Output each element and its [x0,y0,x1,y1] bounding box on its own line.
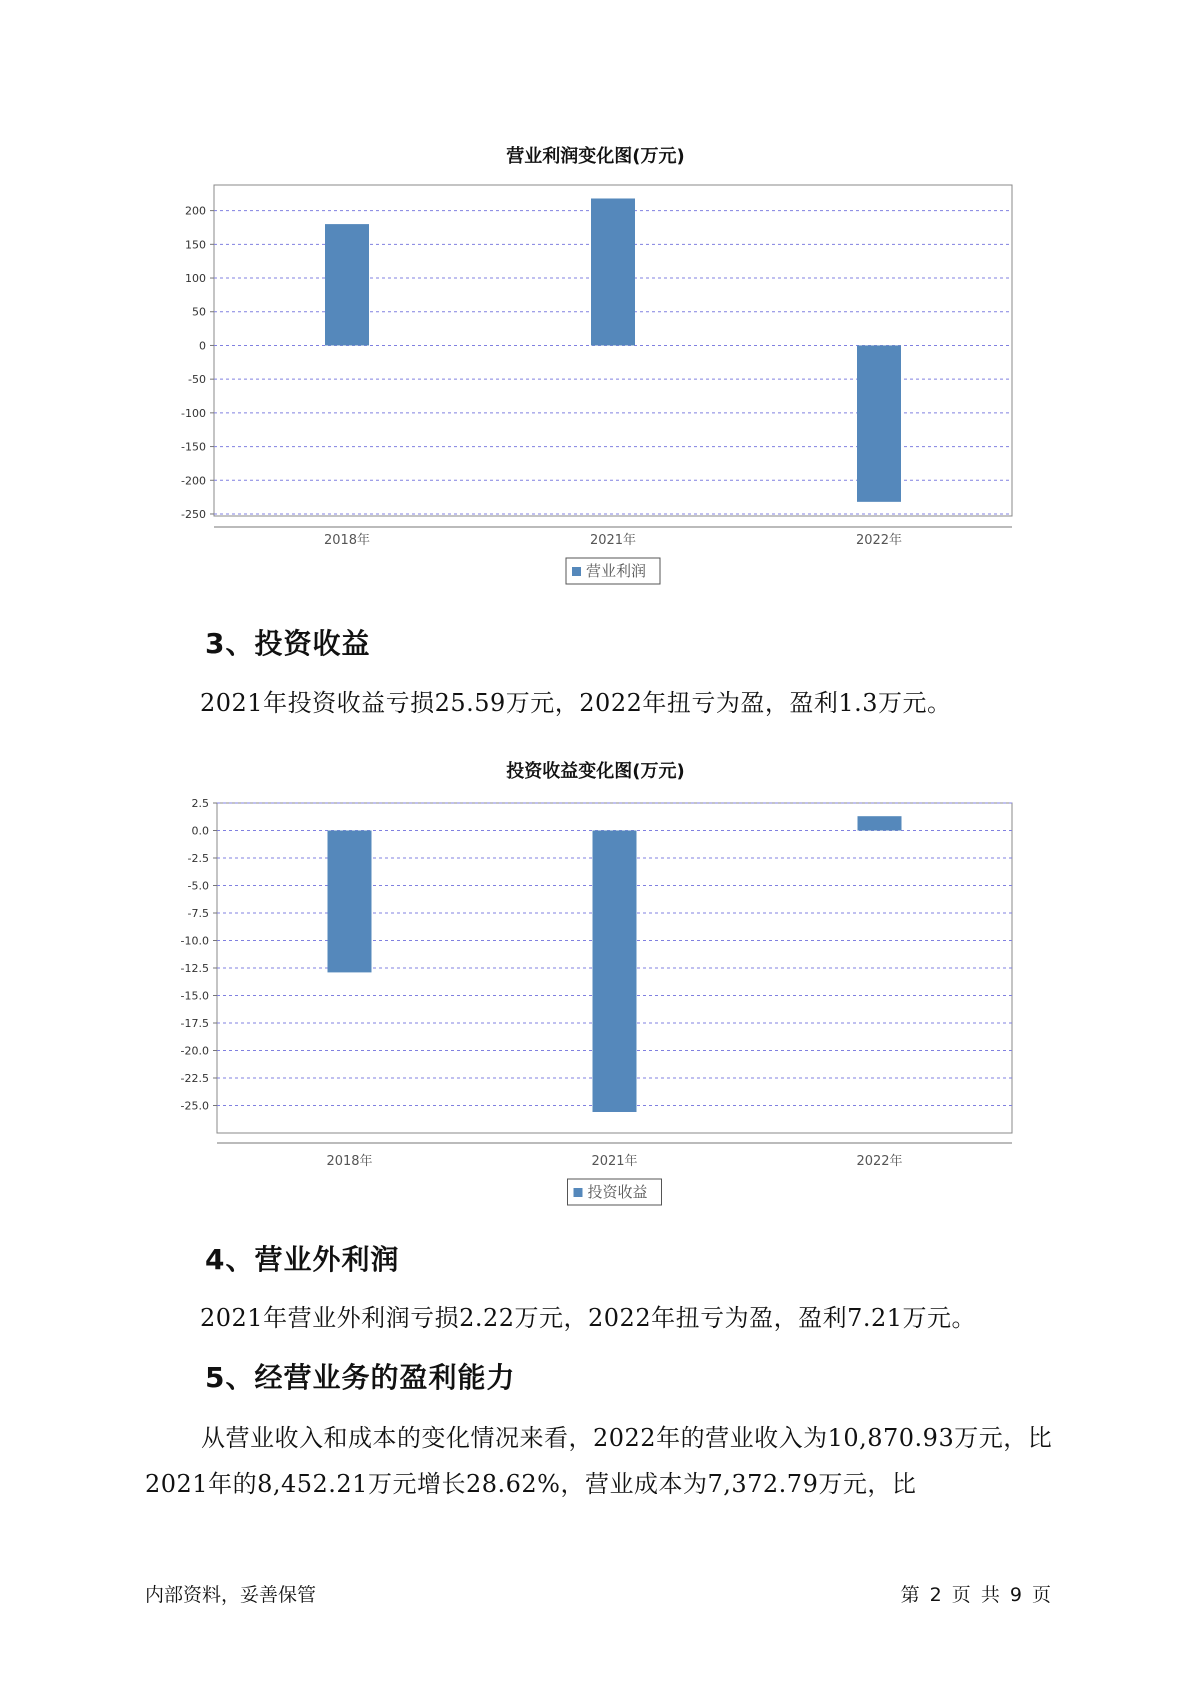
y-tick-label: -17.5 [180,1017,209,1030]
section-4-heading: 4、营业外利润 [205,1243,400,1276]
y-tick-label: -2.5 [187,852,209,865]
y-tick-label: -7.5 [187,907,209,920]
x-tick-label: 2018年 [323,533,371,548]
chart-title-investment-income: 投资收益变化图(万元) [506,761,685,782]
section-5-heading: 5、经营业务的盈利能力 [205,1361,516,1394]
bar-2018年 [325,224,369,345]
y-tick-label: -250 [181,507,206,521]
y-tick-label: 100 [185,272,206,286]
y-tick-label: -20.0 [180,1044,209,1058]
section-4-paragraph: 2021年营业外利润亏损2.22万元，2022年扭亏为盈，盈利7.21万元。 [200,1304,977,1332]
x-tick-label: 2022年 [856,1154,903,1169]
legend-label: 营业利润 [586,562,647,580]
y-tick-label: -50 [188,373,206,387]
y-tick-label: -200 [181,474,206,488]
legend-swatch [574,1188,583,1197]
bar-2022年 [857,345,901,501]
footer-page-number: 第 2 页 共 9 页 [900,1584,1051,1606]
y-tick-label: -100 [181,406,206,420]
y-tick-label: 2.5 [191,797,209,810]
y-tick-label: 0.0 [191,824,209,838]
x-tick-label: 2018年 [326,1154,373,1169]
y-tick-label: -150 [181,440,206,454]
bar-2022年 [858,816,902,830]
bar-2021年 [593,831,637,1112]
y-tick-label: -15.0 [180,989,209,1003]
chart-operating-profit [0,160,1191,600]
y-tick-label: -25.0 [180,1099,209,1113]
y-tick-label: 0 [199,339,206,353]
section-5-paragraph: 从营业收入和成本的变化情况来看，2022年的营业收入为10,870.93万元，比2021年的8,452.21万元增长28.62%，营业成本为7,372.79万元，比 [145,1424,1053,1498]
footer-confidential-note: 内部资料，妥善保管 [145,1584,317,1606]
y-tick-label: -22.5 [180,1072,209,1085]
y-tick-label: 50 [192,305,206,319]
y-tick-label: -12.5 [180,962,209,975]
x-tick-label: 2021年 [589,533,637,548]
legend-swatch [572,567,581,576]
y-tick-label: 150 [185,238,206,252]
section-3-heading: 3、投资收益 [205,627,371,660]
x-tick-label: 2021年 [591,1154,638,1169]
bar-2021年 [591,198,635,345]
y-tick-label: -10.0 [180,934,209,948]
chart-investment-income [0,775,1191,1215]
chart-title-operating-profit: 营业利润变化图(万元) [506,146,685,167]
bar-2018年 [328,831,372,973]
legend-label: 投资收益 [587,1183,648,1201]
x-tick-label: 2022年 [855,533,903,548]
section-3-paragraph: 2021年投资收益亏损25.59万元，2022年扭亏为盈，盈利1.3万元。 [200,689,952,717]
y-tick-label: 200 [185,204,206,218]
y-tick-label: -5.0 [187,879,209,893]
